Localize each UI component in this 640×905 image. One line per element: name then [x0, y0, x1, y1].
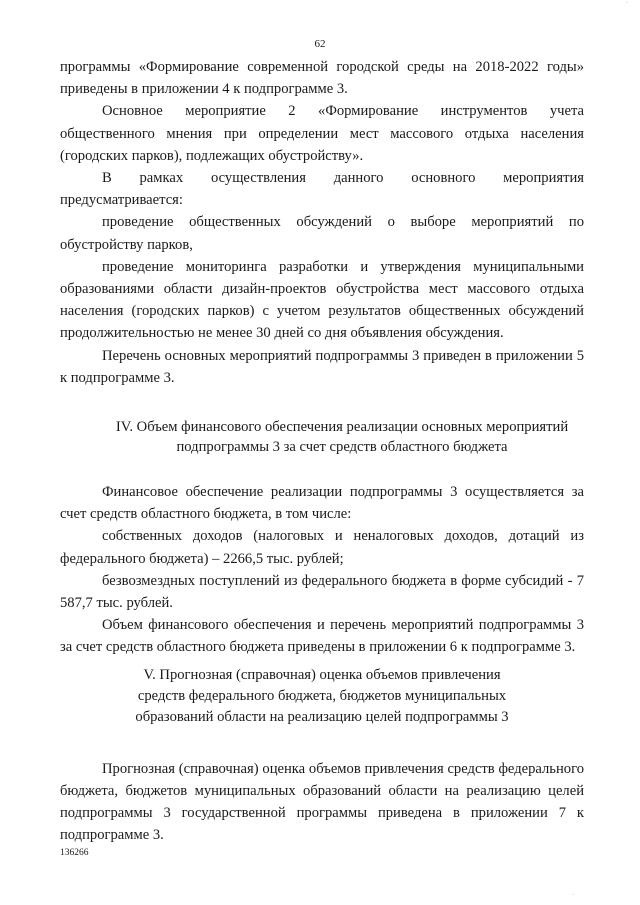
paragraph-continuation: программы «Формирование современной городской среды на 2018-2022 годы» приведены в приложении 4 к подпрограмме 3.	[60, 59, 584, 98]
document-body	[60, 56, 584, 846]
paragraph-financing-volume: Объем финансового обеспечения и перечень мероприятий подпрограммы 3 за счет средств областного бюджета приведены в приложении 6 к подпрограмме 3.	[60, 617, 584, 656]
paragraph-monitoring: проведение мониторинга разработки и утверждения муниципальными образованиями области дизайн-проектов обустройства мест массового отдыха населения (городских парков) с учетом результатов общественных обсуждений продолжительностью не менее 30 дней со дня объявления обсуждения.	[60, 258, 584, 342]
page-number: 62	[314, 38, 326, 50]
paragraph-public-discussions: проведение общественных обсуждений о выборе мероприятий по обустройству парков,	[60, 214, 584, 253]
paragraph-activity-scope: В рамках осуществления данного основного мероприятия предусматривается:	[60, 170, 584, 209]
section-4-heading-line-2: подпрограммы 3 за счет средств областного бюджета	[176, 439, 508, 456]
paragraph-own-revenue: собственных доходов (налоговых и неналоговых доходов, дотаций из федерального бюджета) – 2266,5 тыс. рублей;	[60, 528, 584, 567]
section-4-heading-line-1: IV. Объем финансового обеспечения реализации основных мероприятий	[115, 419, 569, 436]
section-5-heading-line-2: средств федерального бюджета, бюджетов муниципальных	[137, 687, 507, 704]
paragraph-financing: Финансовое обеспечение реализации подпрограммы 3 осуществляется за счет средств областного бюджета, в том числе:	[60, 484, 584, 523]
paragraph-federal-subsidies: безвозмездных поступлений из федерального бюджета в форме субсидий - 7 587,7 тыс. рублей.	[60, 572, 584, 612]
section-5-heading	[60, 665, 584, 728]
paragraph-main-activity-2: Основное мероприятие 2 «Формирование инструментов учета общественного мнения при определении мест массового отдыха населения (городских парков), подлежащих обустройству».	[60, 103, 584, 164]
section-4-heading	[60, 417, 584, 457]
scan-mark-bottom: ·	[572, 892, 574, 898]
section-5-heading-line-3: образований области на реализацию целей подпрограммы 3	[135, 708, 509, 725]
section-5-heading-line-1: V. Прогнозная (справочная) оценка объемов привлечения	[143, 666, 501, 683]
paragraph-forecast-estimate: Прогнозная (справочная) оценка объемов привлечения средств федерального бюджета, бюджетов муниципальных образований области на реализацию целей подпрограммы 3 государственной программы приведена в приложении 7 к подпрограмме 3.	[60, 760, 584, 844]
document-code: 136266	[60, 848, 89, 858]
paragraph-activities-list: Перечень основных мероприятий подпрограммы 3 приведен в приложении 5 к подпрограмме 3.	[60, 347, 584, 386]
scan-mark-top: ·	[626, 0, 628, 6]
